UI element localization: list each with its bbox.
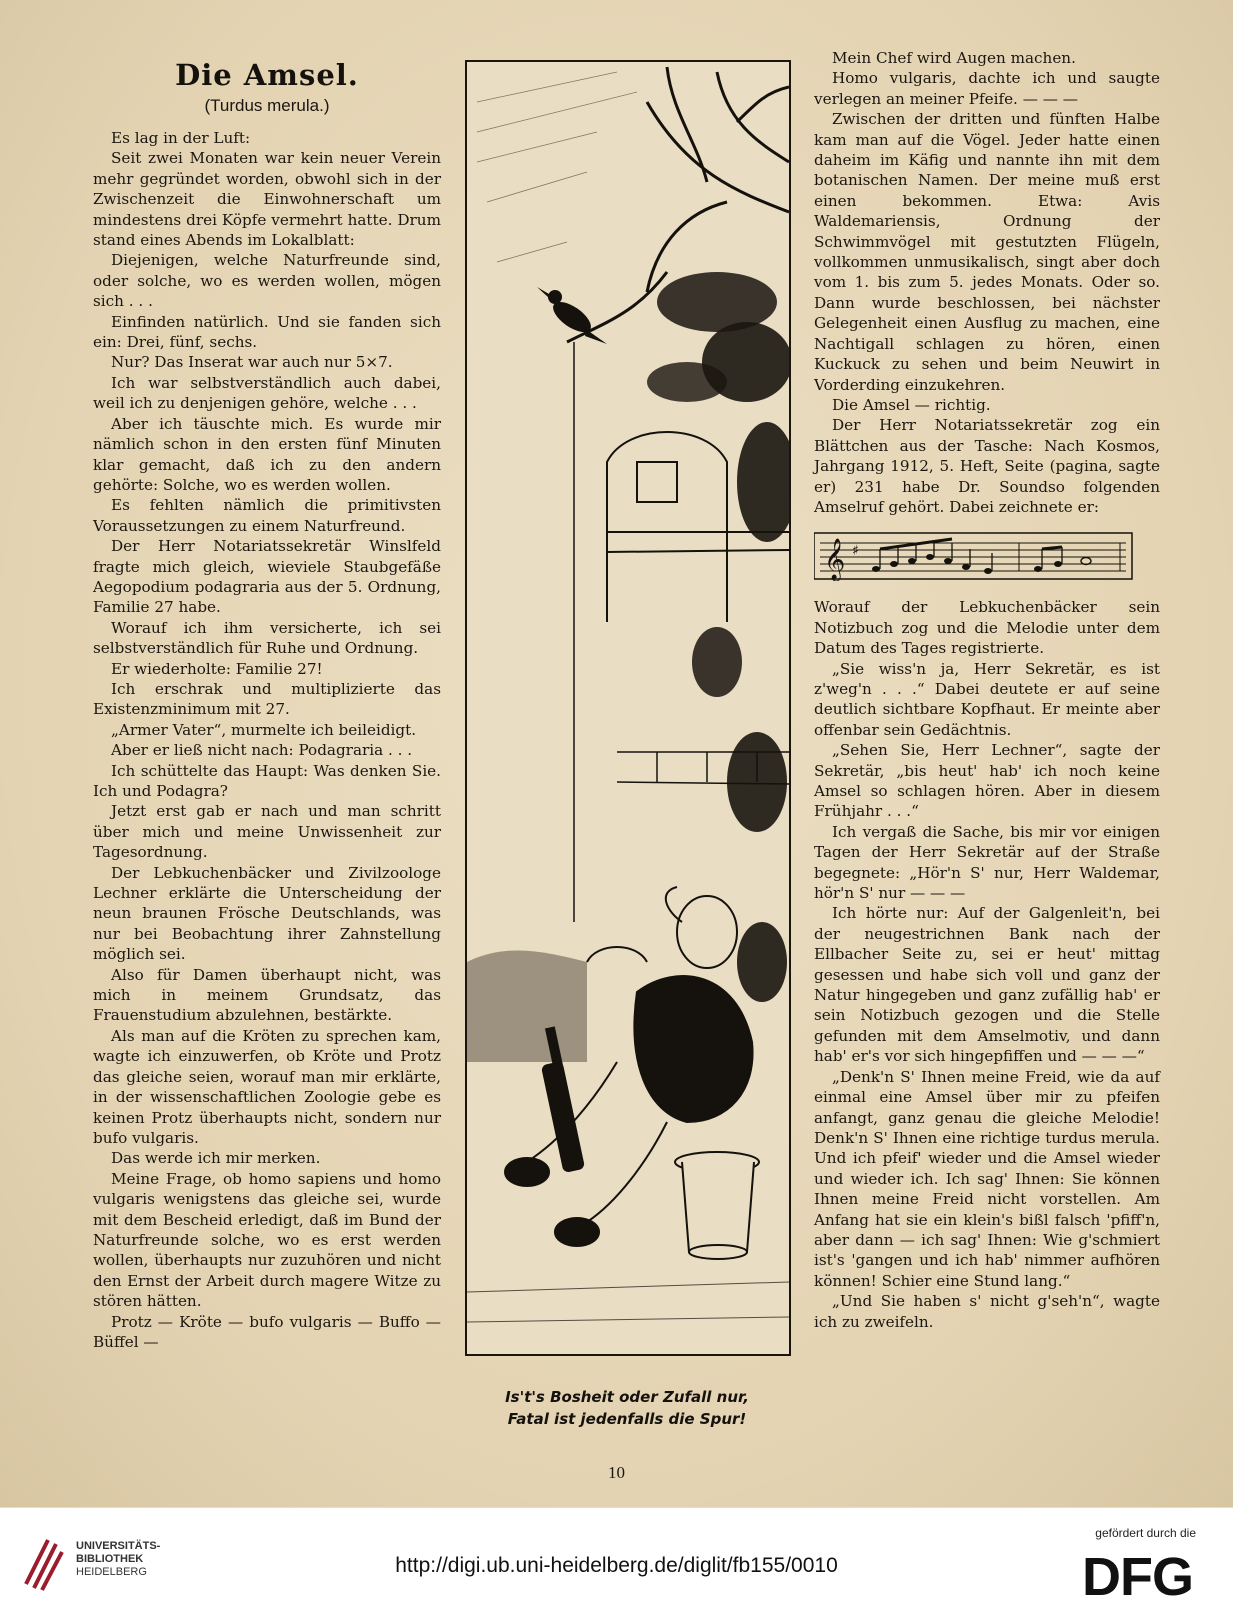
paragraph: Als man auf die Kröten zu sprechen kam, wagte ich einzuwerfen, ob Kröte und Protz das gleiche seien, worauf man mir erklärte, in der wissenschaftlichen Zoologie gebe es keinen Protz überhaupts nicht, sondern nur bufo vulgaris. bbox=[93, 1026, 441, 1147]
paragraph: Die Amsel — richtig. bbox=[832, 395, 991, 414]
illustration-drawing bbox=[467, 62, 789, 1354]
right-column-bottom bbox=[814, 597, 1160, 1332]
paragraph: Worauf der Lebkuchenbäcker sein Notizbuch zog und die Melodie unter dem Datum des Tages registrierte. bbox=[814, 598, 1160, 658]
paragraph: Er wiederholte: Familie 27! bbox=[111, 659, 323, 678]
paragraph: „Denk'n S' Ihnen meine Freid, wie da auf einmal eine Amsel über mir zu pfeifen anfangt, ganz genau die gleiche Melodie! Denk'n S' Ihnen eine richtige turdus merula. Und ich pfeif' wieder und die Amsel wieder und wieder ich. Ich sag' Ihnen: Sie können Ihnen meine Freid nicht vorstellen. Am Anfang hat sie ein klein's bißl falsch 'pfiff'n, aber dann — ich sag' Ihnen: Wie g'schmiert ist's 'gangen und ich hab' nimmer aufhören können! Schier eine Stund lang.“ bbox=[814, 1067, 1160, 1290]
paragraph: Der Herr Notariatssekretär Winslfeld fragte mich gleich, wieviele Staubgefäße Aegopodium podagraria aus der 5. Ordnung, Familie 27 habe. bbox=[93, 537, 441, 617]
paragraph: Ich schüttelte das Haupt: Was denken Sie. Ich und Podagra? bbox=[93, 761, 441, 800]
sponsor-text: gefördert durch die bbox=[1095, 1526, 1196, 1540]
paragraph: Ich erschrak und multiplizierte das Existenzminimum mit 27. bbox=[93, 679, 441, 719]
paragraph: Das werde ich mir merken. bbox=[111, 1149, 321, 1168]
paragraph: Seit zwei Monaten war kein neuer Verein mehr gegründet worden, obwohl sich in der Zwischenzeit die Einwohnerschaft um mindestens drei Köpfe vermehrt hatte. Drum stand eines Abends im Lokalblatt: bbox=[93, 149, 441, 250]
paragraph: Mein Chef wird Augen machen. bbox=[832, 49, 1076, 67]
paragraph: Ich hörte nur: Auf der Galgenleit'n, bei der neugestrichnen Bank nach der Ellbacher Seite zu, sei er heut' mittag gesessen und habe sich voll und ganz der Natur hingegeben und ganz zufällig hab' er sein Notizbuch gezogen und die Stelle gefunden mit dem Amselmotiv, und dann hab' er's vor sich hingepfiffen und — — —“ bbox=[814, 904, 1160, 1066]
paragraph: Einfinden natürlich. Und sie fanden sich ein: Drei, fünf, sechs. bbox=[93, 312, 441, 352]
blackbird-figure bbox=[537, 287, 607, 344]
paragraph: Zwischen der dritten und fünften Halbe kam man auf die Vögel. Jeder hatte einen daheim im Käfig und nannte ihn mit dem botanischen Namen. Der meine muß erst einen bekommen. Etwa: Avis Waldemariensis, Ordnung der Schwimmvögel mit gestutzten Flügeln, vollkommen unmusikalisch, singt aber doch vom 1. bis zum 5. jedes Monats. Oder so. Dann wurde beschlossen, bei nächster Gelegenheit einen Ausflug zu machen, eine Nachtigall schlagen zu hören, einen Kuckuck zu sehen und beim Neuwirt in Vorderding einzukehren. bbox=[814, 110, 1160, 394]
paragraph: Meine Frage, ob homo sapiens und homo vulgaris wenigstens das gleiche sei, wurde mit dem Bescheid erledigt, daß im Bund der Naturfreunde solche, wo es erst werden wollen, überhaupts nur zuzuhören und nicht den Ernst der Arbeit durch magere Witze zu stören hätten. bbox=[93, 1169, 441, 1311]
paragraph: Ich vergaß die Sache, bis mir vor einigen Tagen der Herr Sekretär auf der Straße begegnete: „Hör'n S' nur, Herr Waldemar, hör'n S' nur — — — bbox=[814, 822, 1160, 903]
paragraph: „Sehen Sie, Herr Lechner“, sagte der Sekretär, „bis heut' hab' ich noch keine Amsel so schlagen hören. Aber in diesem Frühjahr . . .“ bbox=[814, 741, 1160, 821]
article-title: Die Amsel. bbox=[175, 58, 359, 92]
svg-text:♯: ♯ bbox=[852, 543, 859, 560]
article-subtitle: (Turdus merula.) bbox=[204, 96, 330, 115]
paragraph: Es lag in der Luft: bbox=[111, 129, 251, 147]
paragraph: Der Lebkuchenbäcker und Zivilzoologe Lechner erklärte die Unterscheidung der neun braunen Frösche Deutschlands, was nur bei Beobachtung ihrer Zahnstellung möglich sei. bbox=[93, 863, 441, 964]
paragraph: Protz — Kröte — bufo vulgaris — Buffo — Büffel — bbox=[93, 1312, 441, 1351]
viewer-footer bbox=[0, 1507, 1233, 1615]
paragraph: Ich war selbstverständlich auch dabei, weil ich zu denjenigen gehöre, welche . . . bbox=[93, 373, 441, 413]
paragraph: Jetzt erst gab er nach und man schritt über mich und meine Unwissenheit zur Tagesordnung. bbox=[93, 802, 441, 862]
paragraph: „Und Sie haben s' nicht g'seh'n“, wagte ich zu zweifeln. bbox=[814, 1292, 1160, 1331]
paragraph: Es fehlten nämlich die primitivsten Voraussetzungen zu einem Naturfreund. bbox=[93, 496, 441, 535]
paragraph: Homo vulgaris, dachte ich und saugte verlegen an meiner Pfeife. — — — bbox=[814, 69, 1160, 108]
paragraph: „Armer Vater“, murmelte ich beileidigt. bbox=[111, 720, 417, 739]
dfg-logo[interactable]: DFG bbox=[1082, 1547, 1193, 1607]
illustration bbox=[465, 60, 791, 1356]
library-line-2: BIBLIOTHEK bbox=[76, 1553, 144, 1565]
staff-with-notes bbox=[814, 531, 1134, 581]
library-line-1: UNIVERSITÄTS- bbox=[76, 1540, 161, 1552]
paragraph: Der Herr Notariatssekretär zog ein Blättchen aus der Tasche: Nach Kosmos, Jahrgang 1912, 5. Heft, Seite (pagina, sagte er) 231 habe Dr. Soundso folgenden Amselruf gehört. Dabei zeichnete er: bbox=[814, 416, 1160, 516]
paragraph: Nur? Das Inserat war auch nur 5×7. bbox=[111, 353, 393, 372]
paragraph: Aber ich täuschte mich. Es wurde mir nämlich schon in den ersten fünf Minuten klar gemacht, daß ich zu den andern gehörte: Solche, wo es werden wollen. bbox=[93, 414, 441, 494]
paragraph: Aber er ließ nicht nach: Podagraria . . . bbox=[111, 741, 413, 760]
document-url[interactable]: http://digi.ub.uni-heidelberg.de/diglit/fb155/0010 bbox=[395, 1554, 838, 1577]
svg-text:𝄞: 𝄞 bbox=[824, 539, 846, 581]
paragraph: Diejenigen, welche Naturfreunde sind, oder solche, wo es werden wollen, mögen sich . . . bbox=[93, 251, 441, 311]
page-number: 10 bbox=[608, 1463, 625, 1482]
library-line-3: HEIDELBERG bbox=[76, 1566, 147, 1578]
paragraph: Worauf ich ihm versicherte, ich sei selbstverständlich für Ruhe und Ordnung. bbox=[93, 618, 441, 658]
music-notation bbox=[814, 531, 1160, 581]
paragraph: „Sie wiss'n ja, Herr Sekretär, es ist z'weg'n . . .“ Dabei deutete er auf seine deutlich sichtbare Kopfhaut. Er meinte aber offenbar sein Gedächtnis. bbox=[814, 659, 1160, 739]
right-text-column bbox=[814, 48, 1160, 1332]
paragraph: Also für Damen überhaupt nicht, was mich in meinem Grundsatz, das Frauenstudium abzulehnen, bestärkte. bbox=[93, 965, 441, 1025]
right-column-top bbox=[814, 48, 1160, 517]
caption-line-2: Fatal ist jedenfalls die Spur! bbox=[507, 1410, 747, 1428]
left-text-column bbox=[93, 128, 441, 1352]
caption-line-1: Is't's Bosheit oder Zufall nur, bbox=[505, 1388, 749, 1406]
top-hat bbox=[675, 1152, 759, 1259]
illustration-caption bbox=[467, 1386, 787, 1430]
